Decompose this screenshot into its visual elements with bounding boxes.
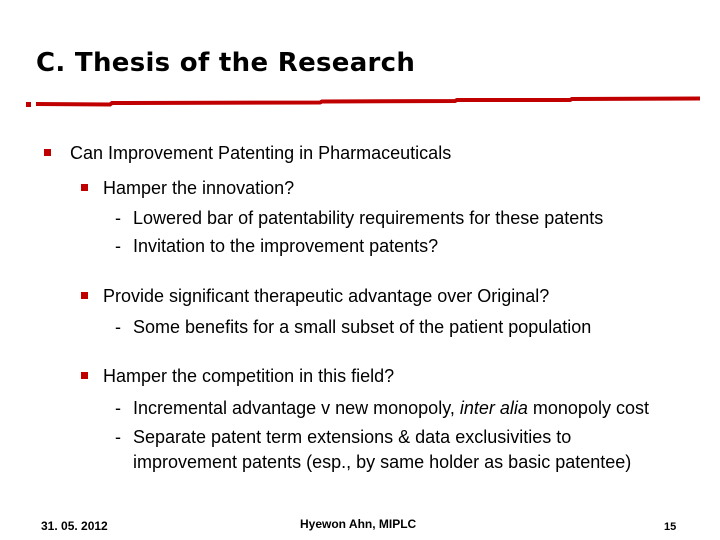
square-bullet-icon [81,372,88,379]
dash-marker: - [115,398,121,418]
bullet-main-text: Can Improvement Patenting in Pharmaceuticals [70,143,452,163]
point-lowered-bar [115,207,603,229]
point-invitation [115,235,438,257]
underline-stroke [36,99,700,105]
dash-marker: - [115,427,121,447]
footer-author: Hyewon Ahn, MIPLC [300,517,417,531]
question-competition-text: Hamper the competition in this field? [103,366,395,386]
slide-title: C. Thesis of the Research [36,48,416,78]
dash-marker: - [115,208,121,228]
footer-date: 31. 05. 2012 [41,519,108,533]
square-bullet-icon [81,292,88,299]
square-bullet-icon [81,184,88,191]
page-number: 15 [664,521,677,533]
question-innovation-text: Hamper the innovation? [103,178,295,198]
square-bullet-icon [44,149,51,156]
question-therapeutic-text: Provide significant therapeutic advantage over Original? [103,286,550,306]
point-some-benefits [115,316,591,338]
dash-marker: - [115,236,121,256]
underline-left-tick [26,102,31,107]
point-text: Invitation to the improvement patents? [133,236,439,256]
point-text: Separate patent term extensions & data exclusivities to [133,427,572,447]
point-text-after: monopoly cost [527,398,649,418]
point-text-italic: inter alia [459,398,528,418]
point-text-before: Incremental advantage v new monopoly, [133,398,460,418]
point-text: Lowered bar of patentability requirements for these patents [133,208,604,228]
point-text: Some benefits for a small subset of the patient population [133,317,592,337]
point-incremental-advantage [115,397,649,419]
point-separate-extensions [115,426,571,448]
dash-marker: - [115,317,121,337]
point-separate-extensions-continuation: improvement patents (esp., by same holder as basic patentee) [133,452,632,472]
